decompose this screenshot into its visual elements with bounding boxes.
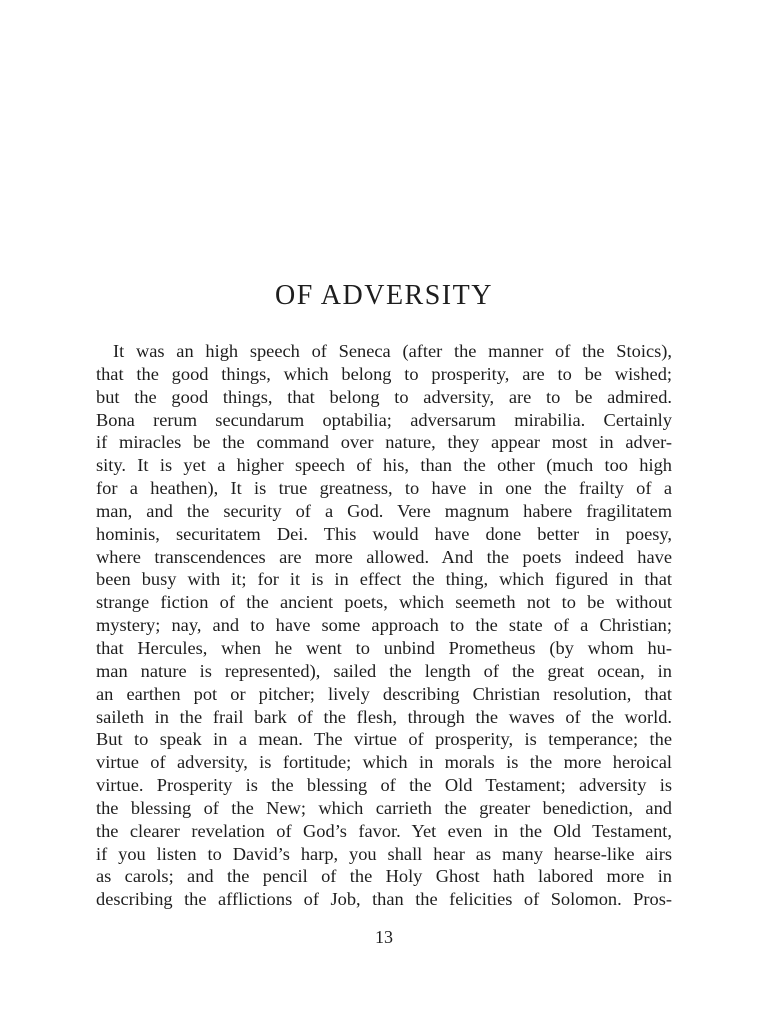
paragraph-line: where transcendences are more allowed. And the poets indeed have xyxy=(96,546,672,567)
paragraph-line: that Hercules, when he went to unbind Prometheus (by whom hu- xyxy=(96,637,672,658)
paragraph-line: the blessing of the New; which carrieth the greater benediction, and xyxy=(96,797,672,818)
paragraph-line: man, and the security of a God. Vere magnum habere fragilitatem xyxy=(96,500,672,521)
paragraph-line: virtue. Prosperity is the blessing of the Old Testament; adversity is xyxy=(96,775,672,796)
paragraph-line: been busy with it; for it is in effect the thing, which figured in that xyxy=(96,569,672,590)
paragraph-line: virtue of adversity, is fortitude; which in morals is the more heroical xyxy=(96,752,672,773)
paragraph-line: if you listen to David’s harp, you shall hear as many hearse-like airs xyxy=(96,843,672,864)
paragraph-line: as carols; and the pencil of the Holy Ghost hath labored more in xyxy=(96,866,672,887)
paragraph-line: an earthen pot or pitcher; lively describing Christian resolution, that xyxy=(96,683,672,704)
paragraph-line: Bona rerum secundarum optabilia; adversarum mirabilia. Certainly xyxy=(96,409,672,430)
paragraph-line: But to speak in a mean. The virtue of prosperity, is temperance; the xyxy=(96,729,672,750)
paragraph-line: saileth in the frail bark of the flesh, through the waves of the world. xyxy=(96,706,672,727)
paragraph-line: but the good things, that belong to adversity, are to be admired. xyxy=(96,386,672,407)
paragraph-line: strange fiction of the ancient poets, which seemeth not to be without xyxy=(96,592,672,613)
paragraph-line: man nature is represented), sailed the length of the great ocean, in xyxy=(96,660,672,681)
paragraph-line: It was an high speech of Seneca (after the manner of the Stoics), xyxy=(113,341,672,361)
chapter-title: OF ADVERSITY xyxy=(275,280,493,311)
paragraph-line: if miracles be the command over nature, they appear most in adver- xyxy=(96,432,672,453)
paragraph-line: for a heathen), It is true greatness, to have in one the frailty of a xyxy=(96,478,672,499)
paragraph-line: sity. It is yet a higher speech of his, than the other (much too high xyxy=(96,455,672,476)
paragraph-line: mystery; nay, and to have some approach to the state of a Christian; xyxy=(96,615,672,636)
paragraph-line: describing the afflictions of Job, than the felicities of Solomon. Pros- xyxy=(96,889,672,910)
paragraph-line: hominis, securitatem Dei. This would have done better in poesy, xyxy=(96,523,672,544)
paragraph-line: that the good things, which belong to prosperity, are to be wished; xyxy=(96,363,672,384)
body-paragraph xyxy=(96,340,672,911)
page-number: 13 xyxy=(375,927,393,947)
paragraph-line: the clearer revelation of God’s favor. Yet even in the Old Testament, xyxy=(96,820,672,841)
